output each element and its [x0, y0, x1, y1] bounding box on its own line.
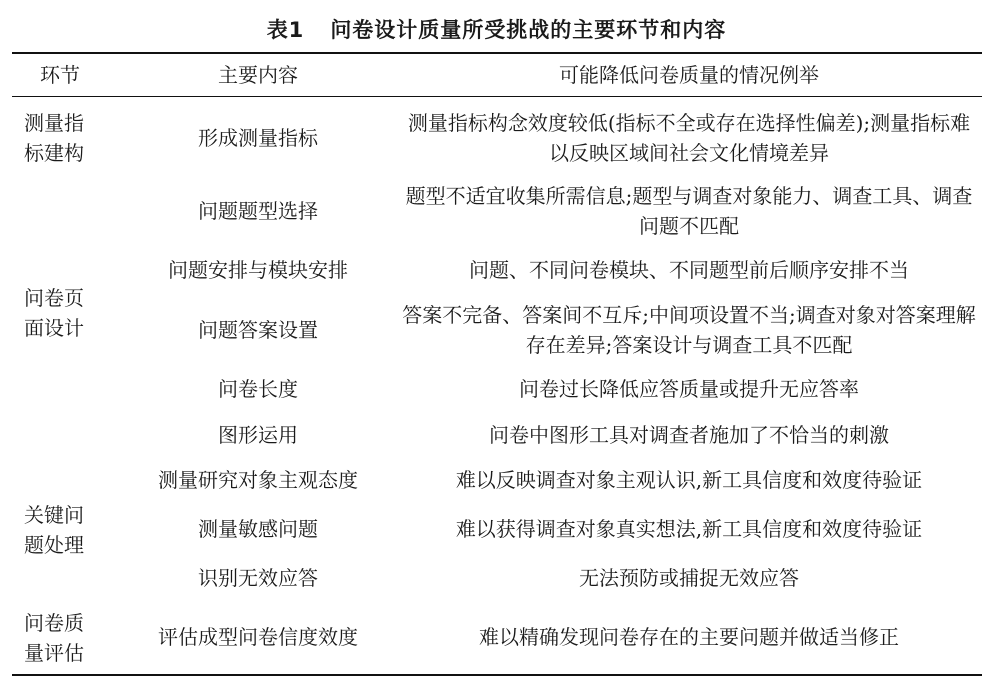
table-title: 问卷设计质量所受挑战的主要环节和内容: [330, 18, 727, 42]
stage-quality: 问卷质量评估: [24, 611, 84, 665]
row-example: 题型不适宜收集所需信息;题型与调查对象能力、调查工具、调查问题不匹配: [405, 184, 973, 238]
row-example: 难以反映调查对象主观认识,新工具信度和效度待验证: [455, 468, 923, 492]
row-example: 难以获得调查对象真实想法,新工具信度和效度待验证: [455, 517, 923, 541]
stage-page: 问卷页面设计: [24, 286, 84, 340]
row-content: 问题答案设置: [198, 318, 318, 342]
row-content: 问卷长度: [218, 377, 298, 401]
row-example: 无法预防或捕捉无效应答: [579, 566, 799, 590]
header-stage: 环节: [40, 63, 80, 87]
stage-key: 关键问题处理: [24, 503, 84, 557]
bottom-rule: [12, 674, 982, 676]
row-content: 评估成型问卷信度效度: [158, 625, 358, 649]
row-content: 形成测量指标: [198, 126, 318, 150]
row-content: 测量敏感问题: [198, 517, 318, 541]
row-example: 问卷中图形工具对调查者施加了不恰当的刺激: [489, 423, 889, 447]
row-example: 问卷过长降低应答质量或提升无应答率: [519, 377, 859, 401]
stage-measure: 测量指标建构: [24, 111, 84, 165]
row-example: 难以精确发现问卷存在的主要问题并做适当修正: [479, 625, 899, 649]
row-example: 测量指标构念效度较低(指标不全或存在选择性偏差);测量指标难以反映区域间社会文化情境差异: [407, 111, 971, 165]
row-content: 识别无效应答: [198, 566, 318, 590]
row-content: 问题安排与模块安排: [168, 258, 348, 282]
header-examples: 可能降低问卷质量的情况例举: [559, 63, 819, 87]
header-rule: [12, 96, 982, 97]
table-caption: [0, 14, 993, 44]
table-number: 表1: [266, 18, 305, 42]
top-rule: [12, 52, 982, 54]
header-content: 主要内容: [218, 63, 298, 87]
row-example: 答案不完备、答案间不互斥;中间项设置不当;调查对象对答案理解存在差异;答案设计与调查工具不匹配: [402, 303, 976, 357]
row-content: 测量研究对象主观态度: [158, 468, 358, 492]
row-content: 图形运用: [218, 423, 298, 447]
row-content: 问题题型选择: [198, 199, 318, 223]
row-example: 问题、不同问卷模块、不同题型前后顺序安排不当: [469, 258, 909, 282]
